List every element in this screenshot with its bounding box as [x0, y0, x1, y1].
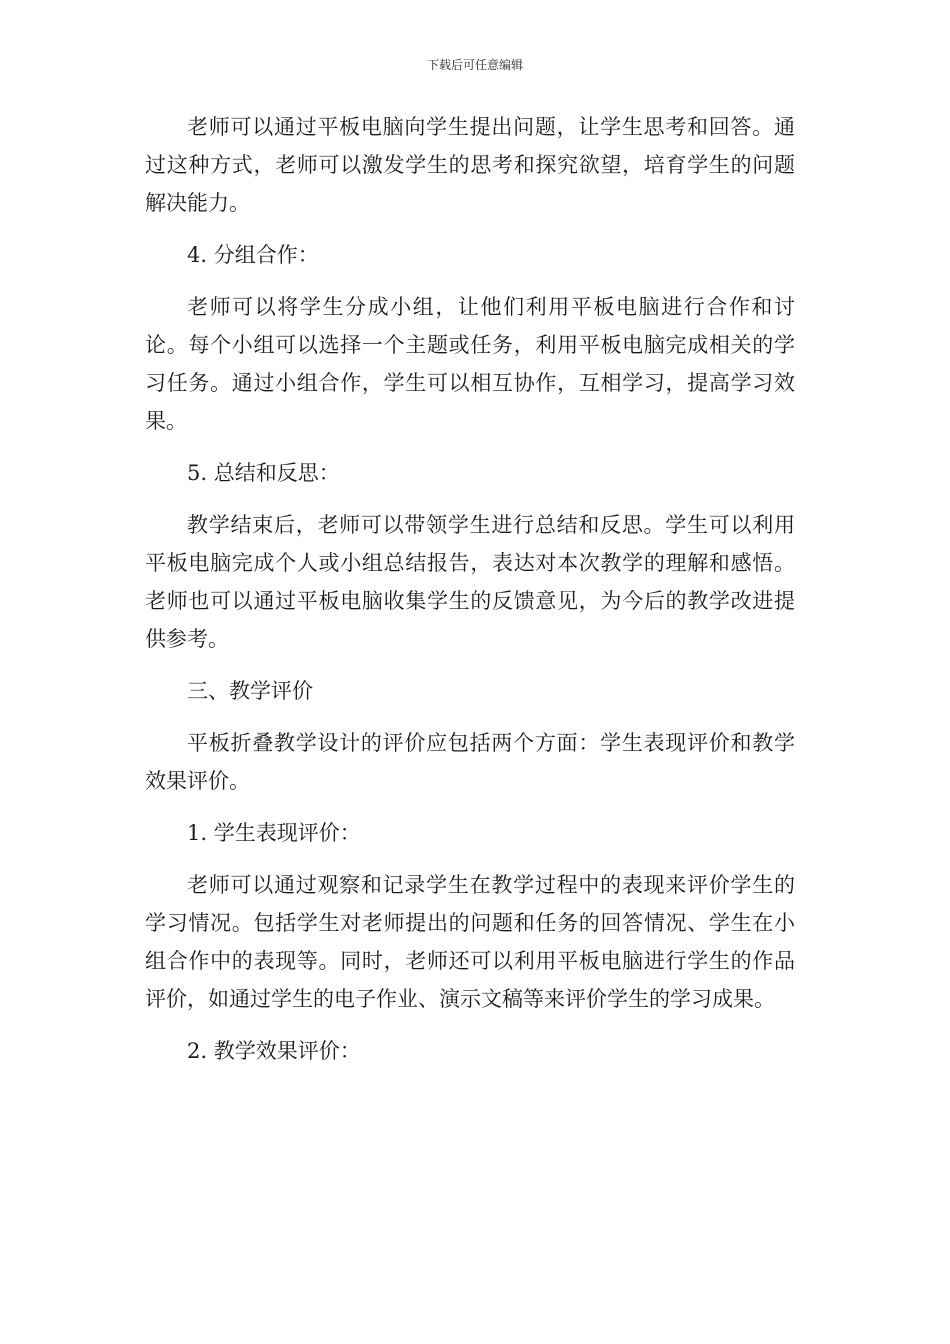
paragraph-student-performance: 老师可以通过观察和记录学生在教学过程中的表现来评价学生的学习情况。包括学生对老师提出的问题和任务的回答情况、学生在小组合作中的表现等。同时，老师还可以利用平板电脑进行学生的作品评价，如通过学生的电子作业、演示文稿等来评价学生的学习成果。: [145, 873, 795, 1011]
paragraph-group-cooperation: 老师可以将学生分成小组，让他们利用平板电脑进行合作和讨论。每个小组可以选择一个主题或任务，利用平板电脑完成相关的学习任务。通过小组合作，学生可以相互协作，互相学习，提高学习效果。: [145, 295, 795, 433]
heading-group-cooperation: 4. 分组合作：: [187, 243, 319, 267]
heading-student-performance: 1. 学生表现评价：: [187, 821, 361, 845]
paragraph-questioning: 老师可以通过平板电脑向学生提出问题，让学生思考和回答。通过这种方式，老师可以激发学生的思考和探究欲望，培育学生的问题解决能力。: [145, 115, 795, 215]
heading-teaching-evaluation: 三、教学评价: [187, 679, 313, 703]
document-body: [145, 108, 795, 1084]
heading-summary-reflection: 5. 总结和反思：: [187, 461, 340, 485]
paragraph-evaluation-intro: 平板折叠教学设计的评价应包括两个方面：学生表现评价和教学效果评价。: [145, 731, 795, 793]
paragraph-summary-reflection: 教学结束后，老师可以带领学生进行总结和反思。学生可以利用平板电脑完成个人或小组总结报告，表达对本次教学的理解和感悟。老师也可以通过平板电脑收集学生的反馈意见，为今后的教学改进提供参考。: [145, 513, 795, 651]
heading-teaching-effect: 2. 教学效果评价：: [187, 1039, 361, 1063]
page-header: 下载后可任意编辑: [426, 58, 523, 72]
